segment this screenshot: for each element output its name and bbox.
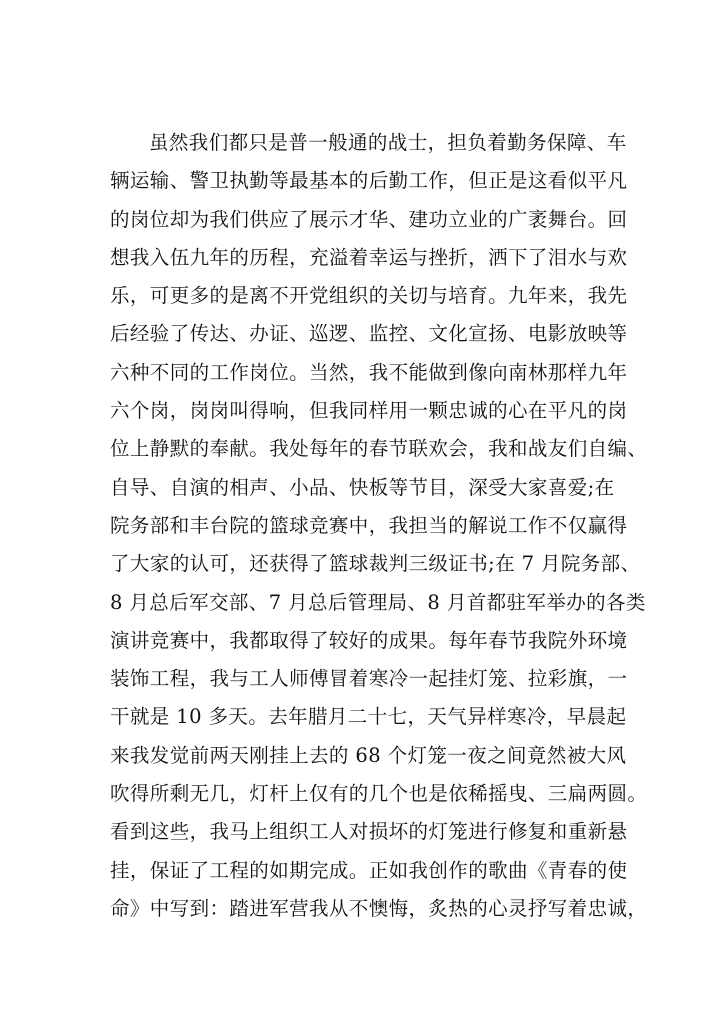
text-line: 吹得所剩无几，灯杆上仅有的几个也是依稀摇曳、三扁两圆。: [110, 782, 648, 806]
text-line: 了大家的认可，还获得了篮球裁判三级证书;在 7 月院务部、: [110, 552, 641, 576]
text-line: 六个岗，岗岗叫得响，但我同样用一颗忠诚的心在平凡的岗: [110, 399, 628, 423]
text-line: 后经验了传达、办证、巡逻、监控、文化宣扬、电影放映等: [110, 322, 628, 346]
text-line: 位上静默的奉献。我处每年的春节联欢会，我和战友们自编、: [110, 437, 648, 461]
text-line: 装饰工程，我与工人师傅冒着寒冷一起挂灯笼、拉彩旗，一: [110, 667, 628, 691]
text-line: 辆运输、警卫执勤等最基本的后勤工作，但正是这看似平凡: [110, 169, 628, 193]
text-line: 院务部和丰台院的篮球竞赛中，我担当的解说工作不仅赢得: [110, 513, 628, 537]
text-line: 演讲竞赛中，我都取得了较好的成果。每年春节我院外环境: [110, 628, 628, 652]
text-line: 的岗位却为我们供应了展示才华、建功立业的广袤舞台。回: [110, 207, 628, 231]
text-line: 来我发觉前两天刚挂上去的 68 个灯笼一夜之间竟然被大风: [110, 743, 627, 767]
text-line: 六种不同的工作岗位。当然，我不能做到像向南林那样九年: [110, 360, 628, 384]
text-line: 挂，保证了工程的如期完成。正如我创作的歌曲《青春的使: [110, 858, 628, 882]
text-line: 看到这些，我马上组织工人对损坏的灯笼进行修复和重新悬: [110, 820, 628, 844]
body-paragraph: [110, 124, 648, 928]
text-line: 虽然我们都只是普一般通的战士，担负着勤务保障、车: [149, 131, 627, 154]
text-line: 自导、自演的相声、小品、快板等节目，深受大家喜爱;在: [110, 475, 615, 499]
text-line: 乐，可更多的是离不开党组织的关切与培育。九年来，我先: [110, 284, 628, 308]
text-line: 命》中写到：踏进军营我从不懊悔，炙热的心灵抒写着忠诚，: [110, 896, 648, 920]
text-line: 8 月总后军交部、7 月总后管理局、8 月首都驻军举办的各类: [110, 590, 646, 614]
text-line: 干就是 10 多天。去年腊月二十七，天气异样寒冷，早晨起: [110, 705, 627, 729]
text-line: 想我入伍九年的历程，充溢着幸运与挫折，洒下了泪水与欢: [110, 245, 628, 269]
